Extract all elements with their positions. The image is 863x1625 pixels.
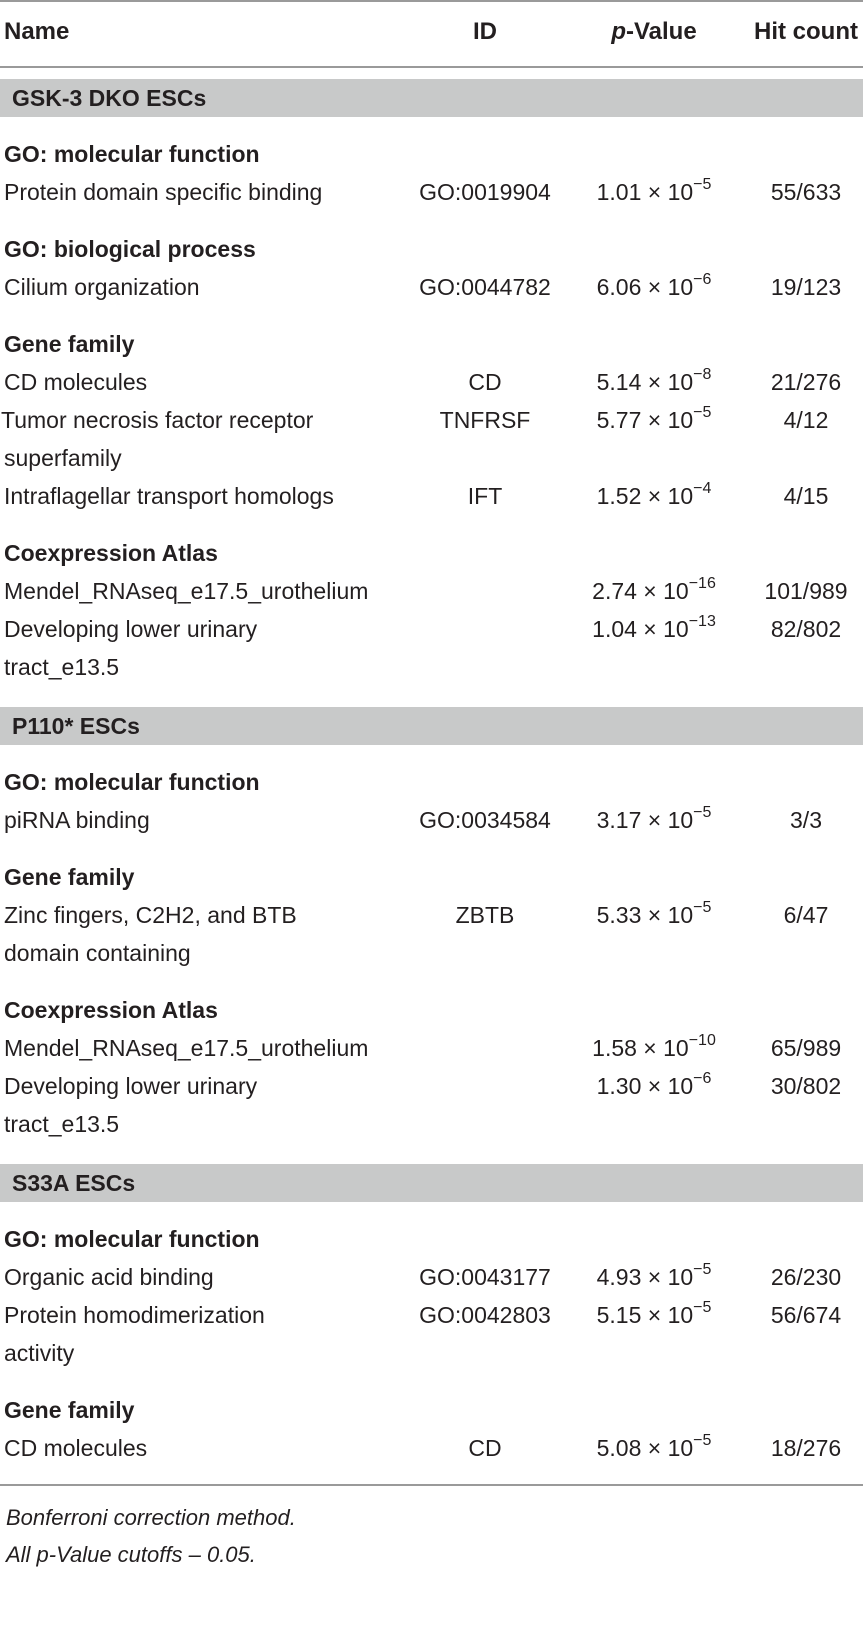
p-exponent: −8 — [693, 366, 712, 384]
row-p-value — [592, 571, 716, 611]
row-id: CD — [468, 1435, 502, 1461]
p-exponent: −6 — [693, 1070, 712, 1088]
p-mantissa: 3.17 × 10 — [596, 807, 694, 833]
row-p-value — [597, 800, 712, 840]
section-title: P110* ESCs — [12, 713, 140, 739]
p-mantissa: 1.01 × 10 — [596, 179, 694, 205]
group-title: Gene family — [4, 864, 135, 890]
row-hit-count: 6/47 — [783, 902, 829, 928]
row-p-value — [597, 1066, 712, 1106]
p-mantissa: 2.74 × 10 — [592, 578, 689, 604]
row-p-value — [597, 400, 712, 440]
header-id: ID — [473, 18, 497, 45]
row-name: Zinc fingers, C2H2, and BTB — [4, 902, 297, 928]
row-hit-count: 56/674 — [770, 1302, 842, 1328]
p-mantissa: 4.93 × 10 — [596, 1264, 694, 1290]
row-name: CD molecules — [4, 369, 148, 395]
row-hit-count: 19/123 — [770, 274, 842, 300]
row-hit-count: 55/633 — [770, 179, 842, 205]
section-band — [0, 1164, 863, 1202]
row-hit-count: 4/12 — [783, 407, 829, 433]
row-id: TNFRSF — [439, 407, 531, 433]
row-p-value — [597, 362, 712, 402]
row-id: ZBTB — [455, 902, 515, 928]
row-id: GO:0042803 — [419, 1302, 551, 1328]
p-exponent: −13 — [688, 613, 716, 631]
row-p-value — [597, 267, 712, 307]
row-id: GO:0043177 — [419, 1264, 551, 1290]
group-title: GO: biological process — [4, 236, 256, 262]
row-name: Organic acid binding — [4, 1264, 214, 1290]
header-p-rest: -Value — [625, 18, 697, 45]
top-rule — [0, 0, 863, 2]
row-id: GO:0019904 — [419, 179, 551, 205]
p-mantissa: 5.14 × 10 — [596, 369, 694, 395]
row-hit-count: 82/802 — [770, 616, 842, 642]
row-hit-count: 26/230 — [770, 1264, 842, 1290]
row-hit-count: 30/802 — [770, 1073, 842, 1099]
p-mantissa: 1.04 × 10 — [592, 616, 689, 642]
section-band — [0, 79, 863, 117]
header-p-value — [611, 12, 696, 52]
p-mantissa: 5.15 × 10 — [596, 1302, 694, 1328]
p-exponent: −6 — [693, 271, 712, 289]
p-mantissa: 1.58 × 10 — [592, 1035, 689, 1061]
row-hit-count: 3/3 — [790, 807, 822, 833]
row-name: Protein homodimerization — [4, 1302, 265, 1328]
p-mantissa: 5.08 × 10 — [596, 1435, 694, 1461]
header-p-italic: p — [611, 18, 626, 45]
header-hit-count: Hit count — [754, 18, 858, 45]
section-band — [0, 707, 863, 745]
row-id: GO:0034584 — [419, 807, 551, 833]
row-name: Developing lower urinary — [4, 616, 258, 642]
row-name: Tumor necrosis factor receptor — [1, 407, 314, 433]
row-p-value — [597, 1257, 712, 1297]
row-id: IFT — [467, 483, 503, 509]
footnote: Bonferroni correction method. — [6, 1505, 296, 1530]
row-hit-count: 101/989 — [764, 578, 848, 604]
group-title: GO: molecular function — [4, 1226, 260, 1252]
row-name: activity — [4, 1340, 75, 1366]
group-title: Coexpression Atlas — [4, 540, 218, 566]
row-p-value — [597, 476, 712, 516]
p-exponent: −5 — [693, 176, 712, 194]
footnote: All p-Value cutoffs – 0.05. — [6, 1542, 256, 1567]
group-title: Gene family — [4, 1397, 135, 1423]
bottom-rule — [0, 1484, 863, 1486]
p-mantissa: 1.52 × 10 — [596, 483, 694, 509]
group-title: GO: molecular function — [4, 769, 260, 795]
header-rule — [0, 66, 863, 68]
row-name: Protein domain specific binding — [4, 179, 323, 205]
section-title: GSK-3 DKO ESCs — [12, 85, 207, 111]
p-mantissa: 5.77 × 10 — [596, 407, 694, 433]
p-mantissa: 5.33 × 10 — [596, 902, 694, 928]
row-name: domain containing — [4, 940, 191, 966]
row-name: CD molecules — [4, 1435, 148, 1461]
section-title: S33A ESCs — [12, 1170, 136, 1196]
group-title: Gene family — [4, 331, 135, 357]
group-title: GO: molecular function — [4, 141, 260, 167]
group-title: Coexpression Atlas — [4, 997, 218, 1023]
p-exponent: −16 — [688, 575, 716, 593]
p-exponent: −5 — [693, 899, 712, 917]
row-hit-count: 21/276 — [770, 369, 842, 395]
p-mantissa: 6.06 × 10 — [596, 274, 694, 300]
row-name: Developing lower urinary — [4, 1073, 258, 1099]
row-hit-count: 18/276 — [770, 1435, 842, 1461]
row-name: Mendel_RNAseq_e17.5_urothelium — [4, 1035, 369, 1061]
row-name: Cilium organization — [4, 274, 200, 300]
p-mantissa: 1.30 × 10 — [596, 1073, 694, 1099]
row-p-value — [597, 1295, 712, 1335]
p-exponent: −5 — [693, 804, 712, 822]
row-hit-count: 4/15 — [783, 483, 829, 509]
p-exponent: −5 — [693, 1261, 712, 1279]
p-exponent: −4 — [693, 480, 712, 498]
row-name: tract_e13.5 — [4, 654, 120, 680]
row-name: tract_e13.5 — [4, 1111, 120, 1137]
p-exponent: −10 — [688, 1032, 716, 1050]
row-id: GO:0044782 — [419, 274, 551, 300]
p-exponent: −5 — [693, 1299, 712, 1317]
row-p-value — [597, 1428, 712, 1468]
row-name: superfamily — [4, 445, 122, 471]
row-id: CD — [468, 369, 502, 395]
row-p-value — [592, 1028, 716, 1068]
p-exponent: −5 — [693, 1432, 712, 1450]
row-name: Intraflagellar transport homologs — [4, 483, 334, 509]
row-hit-count: 65/989 — [770, 1035, 842, 1061]
p-exponent: −5 — [693, 404, 712, 422]
row-p-value — [592, 609, 716, 649]
row-name: piRNA binding — [4, 807, 150, 833]
row-p-value — [597, 895, 712, 935]
row-p-value — [597, 172, 712, 212]
row-name: Mendel_RNAseq_e17.5_urothelium — [4, 578, 369, 604]
header-name: Name — [4, 18, 70, 45]
